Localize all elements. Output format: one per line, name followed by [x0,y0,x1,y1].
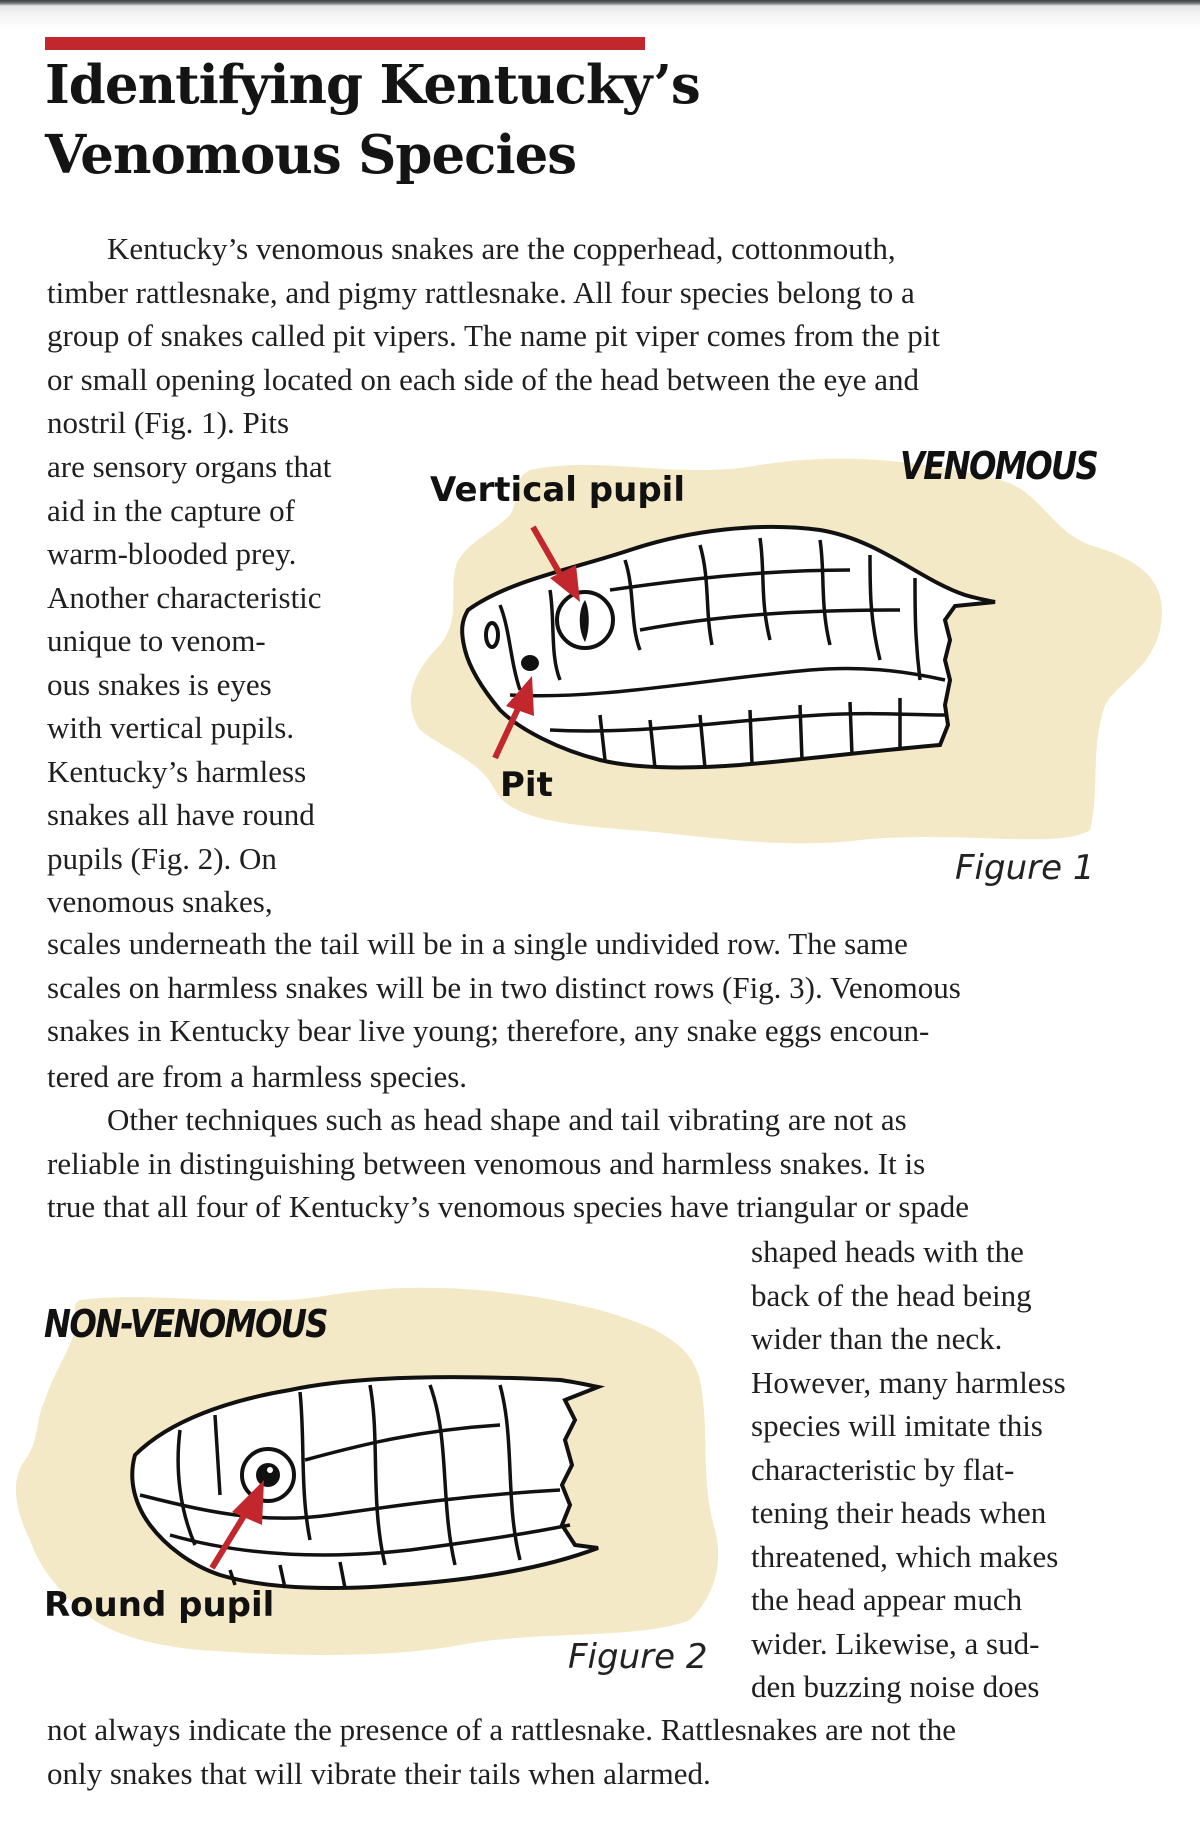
figure-2-label-round-pupil: Round pupil [44,1585,275,1625]
figure-1-label-vertical-pupil: Vertical pupil [430,470,685,510]
text-line: not always indicate the presence of a rattlesnake. Rattlesnakes are not the [47,1712,956,1747]
title-line-2: Venomous Species [45,124,577,186]
text-line: venomous snakes, [47,884,273,919]
figure-2-non-venomous [0,1280,740,1700]
text-line: pupils (Fig. 2). On [47,840,277,876]
text-line: However, many harmless [751,1364,1066,1400]
text-line: snakes in Kentucky bear live young; therefore, any snake eggs encoun- [47,1013,930,1048]
text-line: the head appear much [751,1582,1023,1617]
text-line: timber rattlesnake, and pigmy rattlesnake. All four species belong to a [47,274,915,310]
text-line: reliable in distinguishing between venomous and harmless snakes. It is [47,1145,926,1181]
text-line: Another characteristic [47,579,322,615]
text-line: nostril (Fig. 1). Pits [47,405,290,440]
page-title [45,50,700,190]
text-line: unique to venom- [47,623,266,658]
paragraph-1-continued [47,922,961,1098]
figure-2-caption: Figure 2 [568,1637,708,1677]
text-line: are sensory organs that [47,449,332,484]
viewer-top-edge [0,0,1200,30]
text-line: ous snakes is eyes [47,666,272,702]
figure-1-caption: Figure 1 [955,848,1095,888]
text-line: scales on harmless snakes will be in two distinct rows (Fig. 3). Venomous [47,969,961,1005]
figure-1-label-pit: Pit [500,765,553,805]
text-line: warm-blooded prey. [47,536,297,571]
text-line: back of the head being [751,1277,1032,1313]
paragraph-1-narrow-column [47,445,331,924]
text-line: Kentucky’s harmless [47,753,307,789]
text-line: Kentucky’s venomous snakes are the copperhead, cottonmouth, [107,231,896,266]
text-line: only snakes that will vibrate their tails when alarmed. [47,1755,711,1791]
figure-2-heading: NON-VENOMOUS [44,1302,327,1346]
figure-1-heading: VENOMOUS [900,444,1098,488]
figure-1-venomous [400,430,1180,910]
paragraph-2-continued [47,1708,956,1795]
text-line: shaped heads with the [751,1234,1024,1269]
title-line-1: Identifying Kentucky’s [45,54,700,116]
text-line: tening their heads when [751,1495,1047,1530]
text-line: wider than the neck. [751,1321,1003,1356]
text-line: with vertical pupils. [47,710,295,745]
paragraph-2-intro [47,1098,969,1229]
text-line: tered are from a harmless species. [47,1058,468,1094]
text-line: aid in the capture of [47,492,295,528]
text-line: Other techniques such as head shape and tail vibrating are not as [107,1102,907,1137]
text-line: den buzzing noise does [751,1669,1040,1704]
paragraph-2-right-column [751,1230,1066,1709]
text-line: scales underneath the tail will be in a single undivided row. The same [47,926,908,961]
paragraph-1-intro [47,227,940,445]
text-line: species will imitate this [751,1408,1043,1443]
text-line: or small opening located on each side of the head between the eye and [47,361,919,397]
text-line: true that all four of Kentucky’s venomous species have triangular or spade [47,1189,969,1224]
text-line: wider. Likewise, a sud- [751,1625,1040,1661]
text-line: threatened, which makes [751,1538,1059,1574]
text-line: group of snakes called pit vipers. The name pit viper comes from the pit [47,318,941,353]
text-line: snakes all have round [47,797,315,832]
title-accent-rule [45,37,645,50]
text-line: characteristic by flat- [751,1451,1015,1487]
